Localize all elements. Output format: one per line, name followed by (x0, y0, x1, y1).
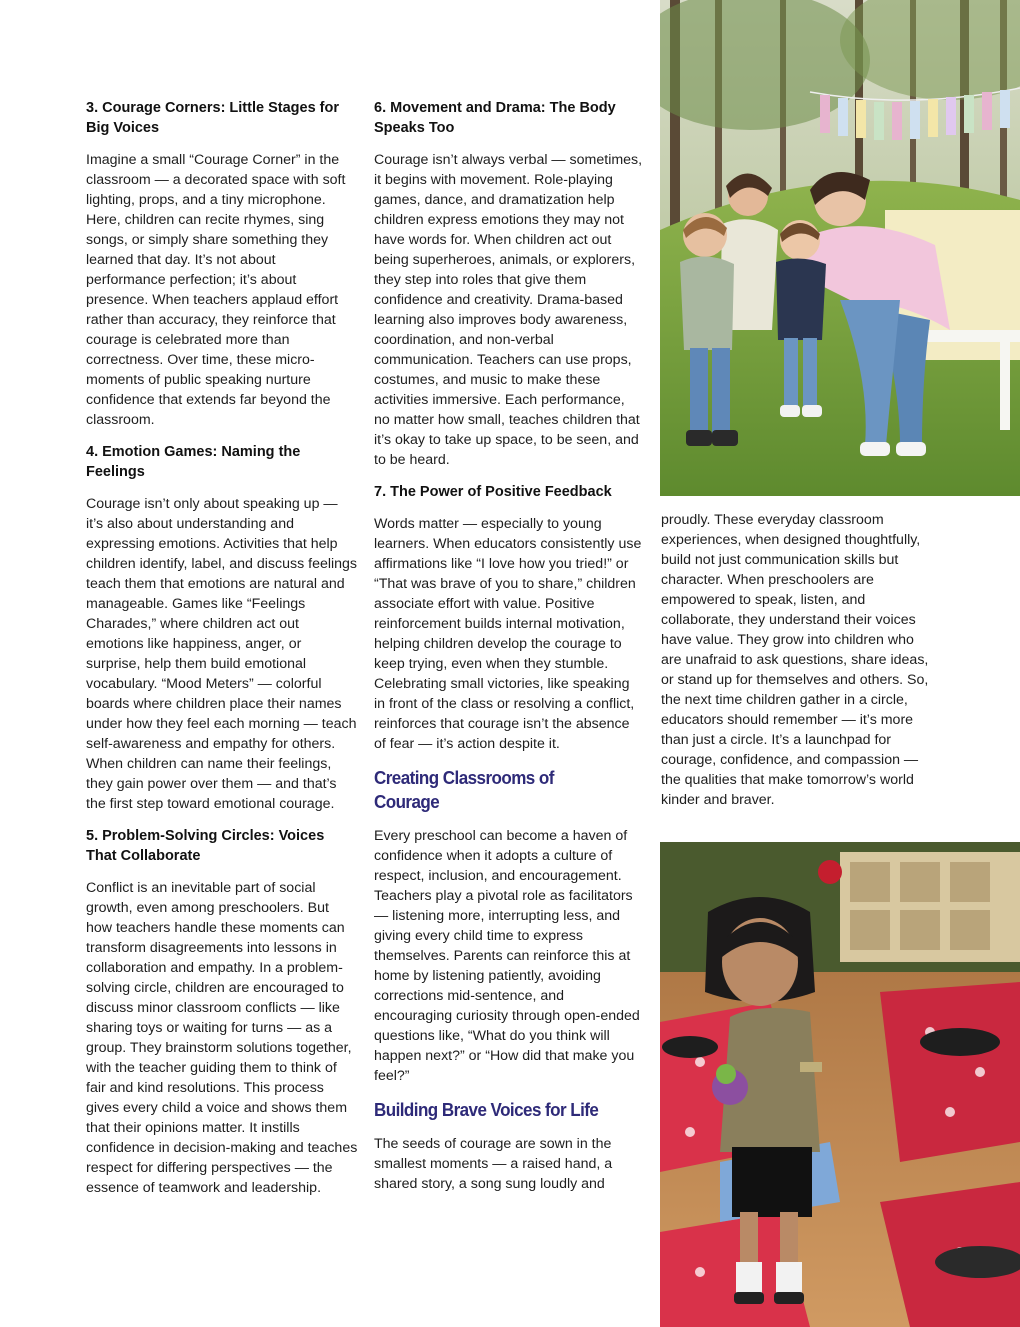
outdoor-photo-illustration (660, 0, 1020, 496)
heading-emotion-games: 4. Emotion Games: Naming the Feelings (86, 444, 301, 480)
classroom-photo-illustration (660, 842, 1020, 1327)
heading-problem-solving: 5. Problem-Solving Circles: Voices That Collaborate (86, 828, 325, 864)
paragraph-courage-corners: Imagine a small “Courage Corner” in the classroom — a decorated space with soft lighting, props, and a tiny microphone. Here, children can recite rhymes, sing songs, or simply share something they learned that day. It’s not about performance perfection; it’s about presence. When teachers applaud effort rather than accuracy, they reinforce that courage is celebrated more than correctness. Over time, these micro-moments of public speaking nurture confidence that extends far beyond the classroom. (86, 152, 346, 428)
paragraph-movement-drama: Courage isn’t always verbal — sometimes, it begins with movement. Role-playing games, dance, and dramatization help children express emotions they may not have words for. When children act out being superheroes, animals, or explorers, they step into roles that give them confidence and creativity. Drama-based learning also improves body awareness, coordination, and non-verbal communication. Teachers can use props, costumes, and music to make these activities immersive. Each performance, no matter how small, teaches children that it’s okay to take up space, to be seen, and to be heard. (374, 152, 643, 468)
column-right (661, 510, 933, 822)
heading-movement-drama: 6. Movement and Drama: The Body Speaks Too (374, 100, 616, 136)
heading-courage-corners: 3. Courage Corners: Little Stages for Big Voices (86, 100, 339, 136)
column-left (86, 98, 358, 1210)
section-title-brave-voices: Building Brave Voices for Life (374, 1099, 599, 1120)
photo-outdoor-teachers-children (660, 0, 1020, 496)
section-title-creating-classrooms: Creating Classrooms of Courage (374, 767, 554, 812)
paragraph-creating-classrooms: Every preschool can become a haven of confidence when it adopts a culture of respect, inclusion, and encouragement. Teachers play a pivotal role as facilitators — listening more, interrupting less, and giving every child time to express themselves. Parents can reinforce this at home by listening patiently, avoiding corrections mid-sentence, and encouraging curiosity through open-ended questions like, “What do you think will happen next?” or “How did that make you feel?” (374, 828, 640, 1084)
column-middle (374, 98, 644, 1206)
heading-positive-feedback: 7. The Power of Positive Feedback (374, 484, 612, 500)
paragraph-emotion-games: Courage isn’t only about speaking up — it’s also about understanding and expressing emotions. Activities that help children identify, label, and discuss feelings teach them that emotions are natural and manageable. Games like “Feelings Charades,” where children act out emotions like happiness, anger, or surprise, help them build emotional vocabulary. “Mood Meters” — colorful boards where children place their names under how they feel each morning — teach self-awareness and empathy for others. When children can name their feelings, they gain power over them — and that’s the first step toward emotional courage. (86, 496, 358, 812)
paragraph-brave-voices: The seeds of courage are sown in the smallest moments — a raised hand, a shared story, a song sung loudly and (374, 1136, 613, 1192)
photo-child-classroom (660, 842, 1020, 1327)
paragraph-positive-feedback: Words matter — especially to young learners. When educators consistently use affirmations like “I love how you tried!” or “That was brave of you to share,” children associate effort with value. Positive reinforcement builds internal motivation, helping children develop the courage to keep trying, even when they stumble. Celebrating small victories, like speaking in front of the class or resolving a conflict, reinforces that courage isn’t the absence of fear — it’s action despite it. (374, 516, 642, 752)
paragraph-problem-solving: Conflict is an inevitable part of social growth, even among preschoolers. But how teachers handle these moments can transform disagreements into lessons in collaboration and empathy. In a problem-solving circle, children are encouraged to discuss minor classroom conflicts — like sharing toys or waiting for turns — as a group. They brainstorm solutions together, with the teacher guiding them to think of fair and kind resolutions. This process gives every child a voice and shows them that their opinions matter. It instills confidence in decision-making and teaches respect for differing perspectives — the essence of teamwork and leadership. (86, 880, 358, 1196)
paragraph-continued: proudly. These everyday classroom experiences, when designed thoughtfully, build not just communication skills but character. When preschoolers are empowered to speak, listen, and collaborate, they understand their voices have value. They grow into children who are unafraid to ask questions, share ideas, or stand up for themselves and others. So, the next time children gather in a circle, educators should remember — it’s more than just a circle. It’s a launchpad for courage, confidence, and compassion — the qualities that make tomorrow’s world kinder and braver. (661, 512, 929, 808)
